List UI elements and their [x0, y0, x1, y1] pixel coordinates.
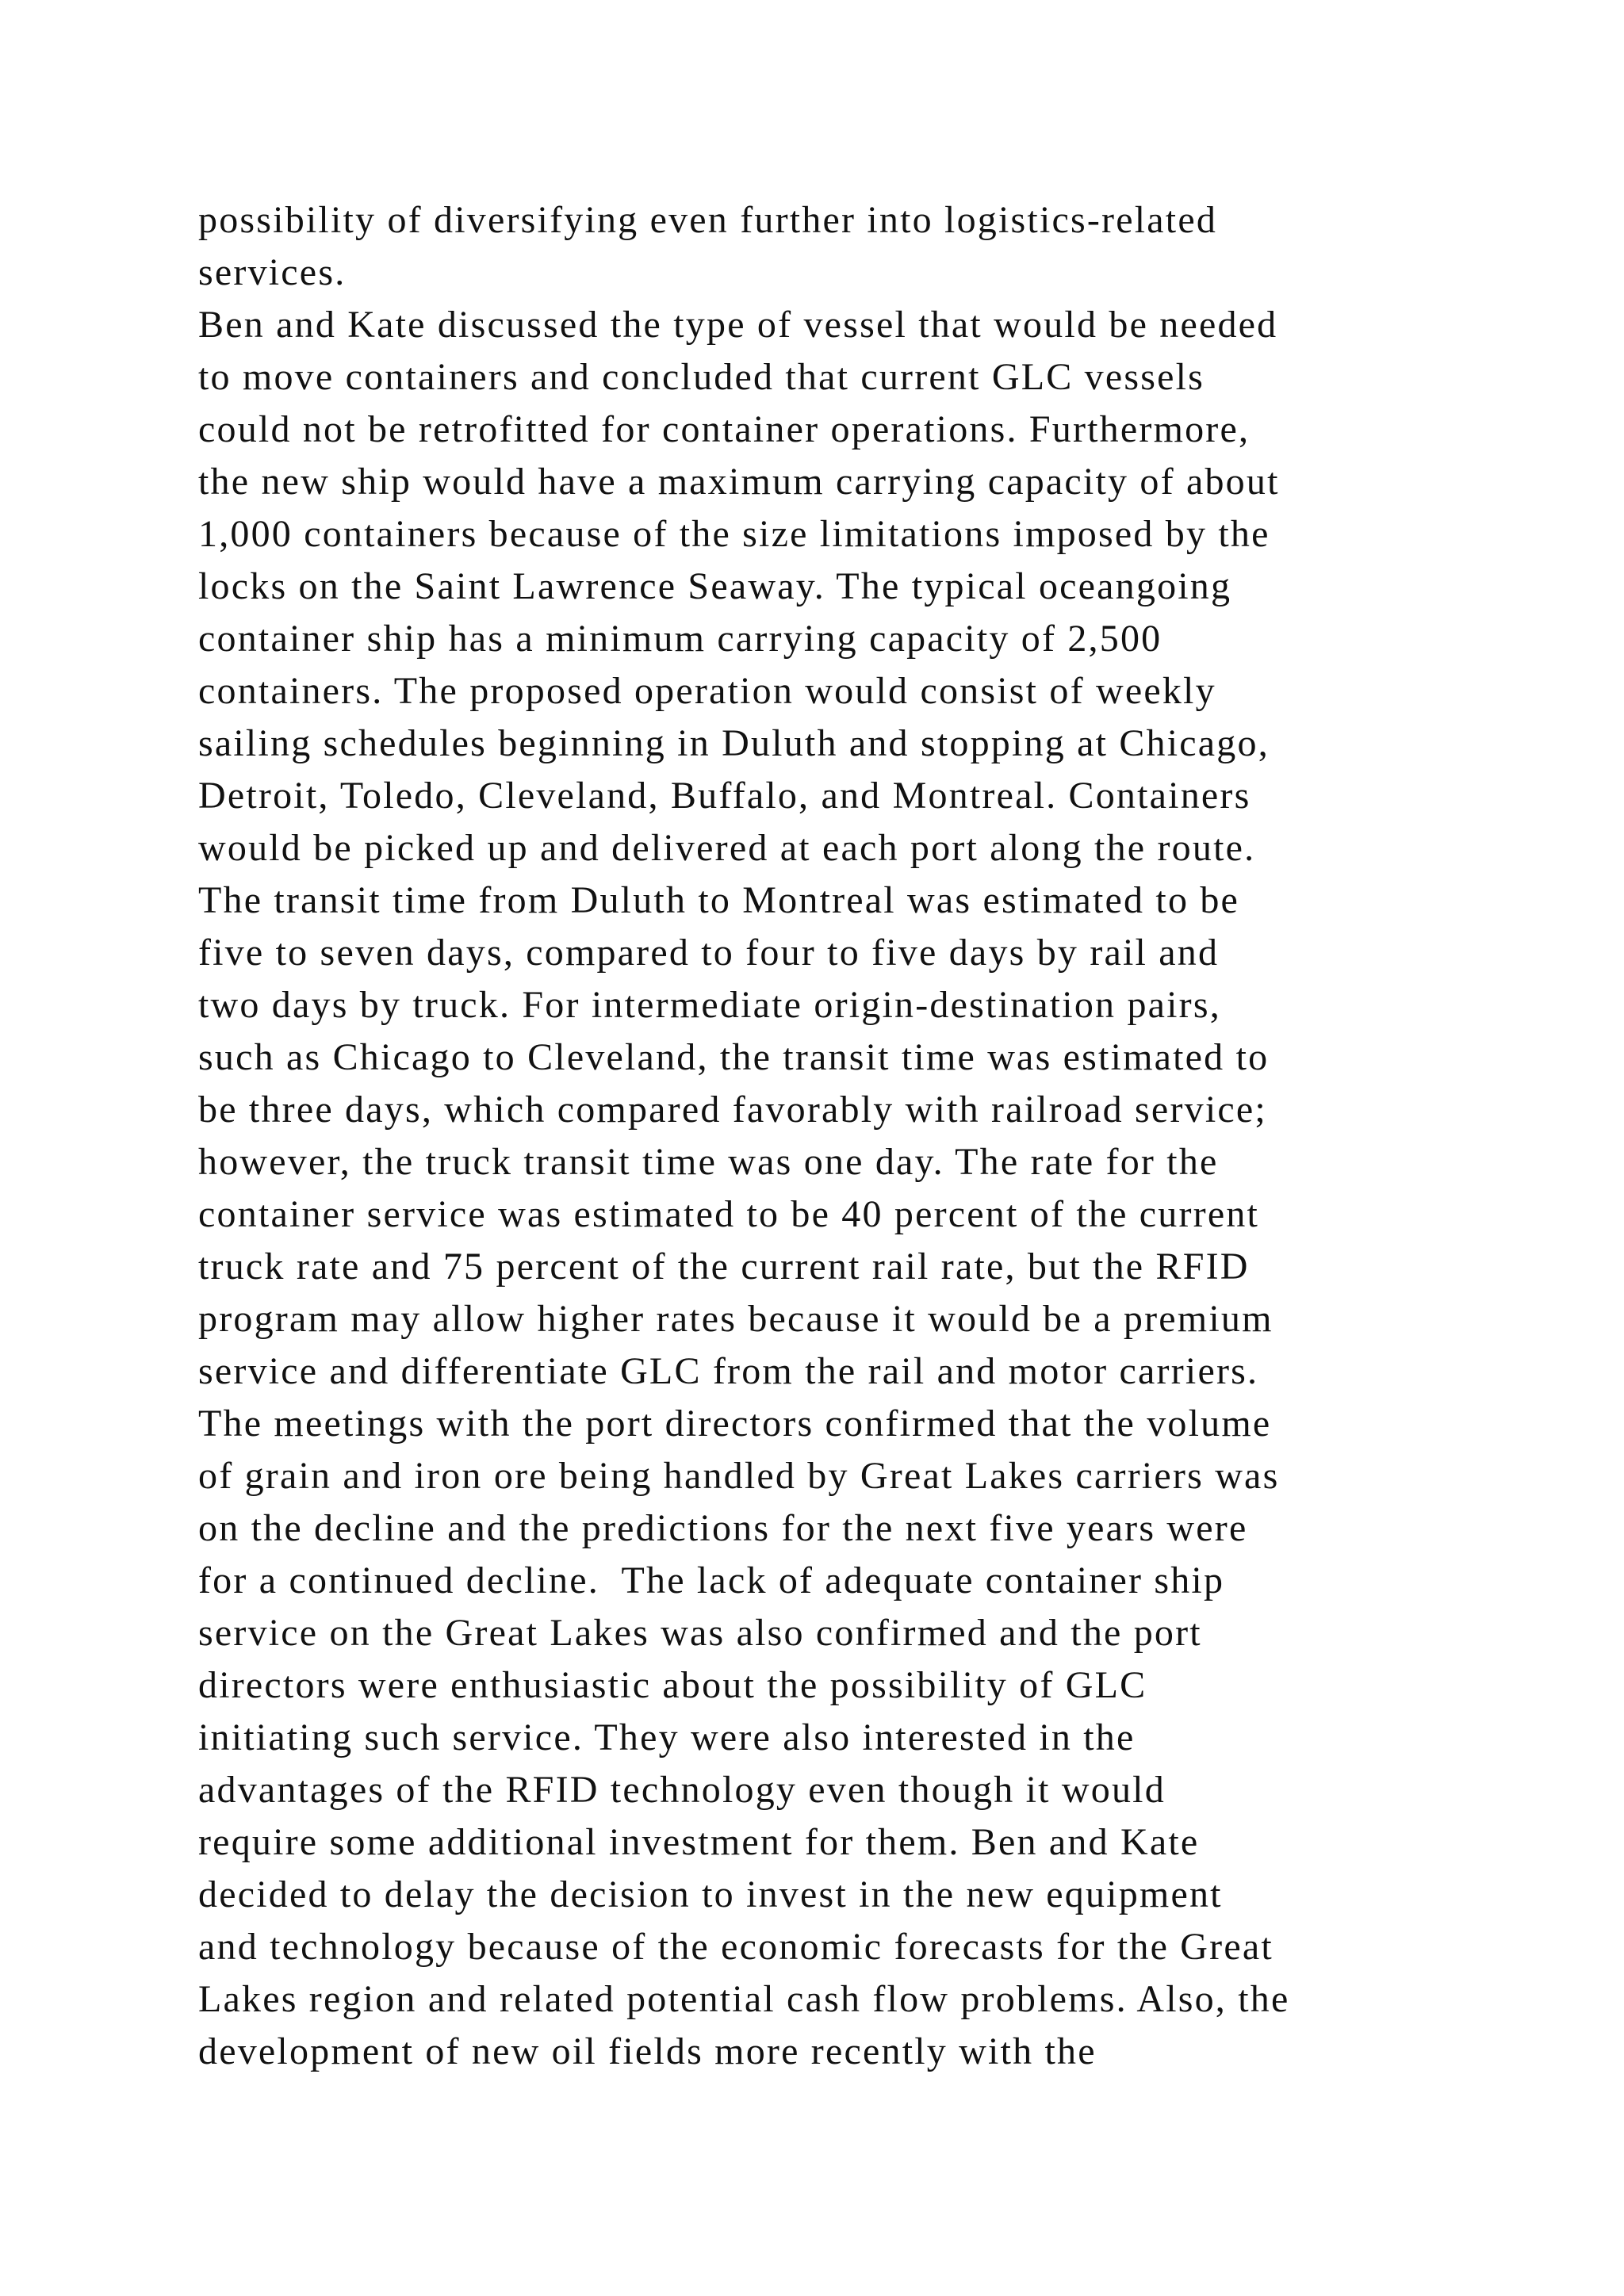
text-line: decided to delay the decision to invest in the new equipment — [198, 1873, 1223, 1915]
text-line: 1,000 containers because of the size limitations imposed by the — [198, 513, 1270, 555]
text-line: Ben and Kate discussed the type of vessel that would be needed — [198, 304, 1278, 346]
text-line: sailing schedules beginning in Duluth and stopping at Chicago, — [198, 722, 1270, 764]
text-line: services. — [198, 251, 347, 293]
text-line: the new ship would have a maximum carrying capacity of about — [198, 461, 1280, 503]
text-line: could not be retrofitted for container operations. Furthermore, — [198, 408, 1251, 450]
text-line: would be picked up and delivered at each port along the route. — [198, 827, 1256, 869]
text-line: on the decline and the predictions for the next five years were — [198, 1507, 1248, 1549]
text-line: container ship has a minimum carrying capacity of 2,500 — [198, 618, 1162, 660]
text-line: initiating such service. They were also interested in the — [198, 1716, 1136, 1758]
body-text — [198, 194, 1546, 2078]
text-line: directors were enthusiastic about the possibility of GLC — [198, 1664, 1147, 1706]
text-line: such as Chicago to Cleveland, the transit time was estimated to — [198, 1036, 1270, 1078]
text-line: of grain and iron ore being handled by Great Lakes carriers was — [198, 1455, 1280, 1497]
text-line: service on the Great Lakes was also confirmed and the port — [198, 1612, 1202, 1654]
text-line: be three days, which compared favorably with railroad service; — [198, 1089, 1267, 1131]
text-line: truck rate and 75 percent of the current rail rate, but the RFID — [198, 1246, 1250, 1288]
text-line: development of new oil fields more recently with the — [198, 2030, 1097, 2072]
text-line: Lakes region and related potential cash flow problems. Also, the — [198, 1978, 1290, 2020]
text-line: however, the truck transit time was one day. The rate for the — [198, 1141, 1219, 1183]
text-line: containers. The proposed operation would consist of weekly — [198, 670, 1216, 712]
text-line: locks on the Saint Lawrence Seaway. The typical oceangoing — [198, 565, 1232, 607]
text-line: possibility of diversifying even further into logistics-related — [198, 199, 1218, 241]
text-line: service and differentiate GLC from the rail and motor carriers. — [198, 1350, 1259, 1392]
text-line: The meetings with the port directors confirmed that the volume — [198, 1402, 1272, 1445]
text-line: Detroit, Toledo, Cleveland, Buffalo, and Montreal. Containers — [198, 775, 1251, 817]
text-line: The transit time from Duluth to Montreal was estimated to be — [198, 879, 1240, 921]
text-line: advantages of the RFID technology even though it would — [198, 1769, 1166, 1811]
text-line: program may allow higher rates because it would be a premium — [198, 1298, 1274, 1340]
text-line: require some additional investment for them. Ben and Kate — [198, 1821, 1200, 1863]
text-line: five to seven days, compared to four to five days by rail and — [198, 932, 1220, 974]
text-line: for a continued decline. The lack of adequate container ship — [198, 1559, 1225, 1601]
text-line: to move containers and concluded that current GLC vessels — [198, 356, 1205, 398]
text-line: container service was estimated to be 40 percent of the current — [198, 1193, 1260, 1235]
text-line: and technology because of the economic forecasts for the Great — [198, 1926, 1274, 1968]
text-line: two days by truck. For intermediate origin-destination pairs, — [198, 984, 1221, 1026]
